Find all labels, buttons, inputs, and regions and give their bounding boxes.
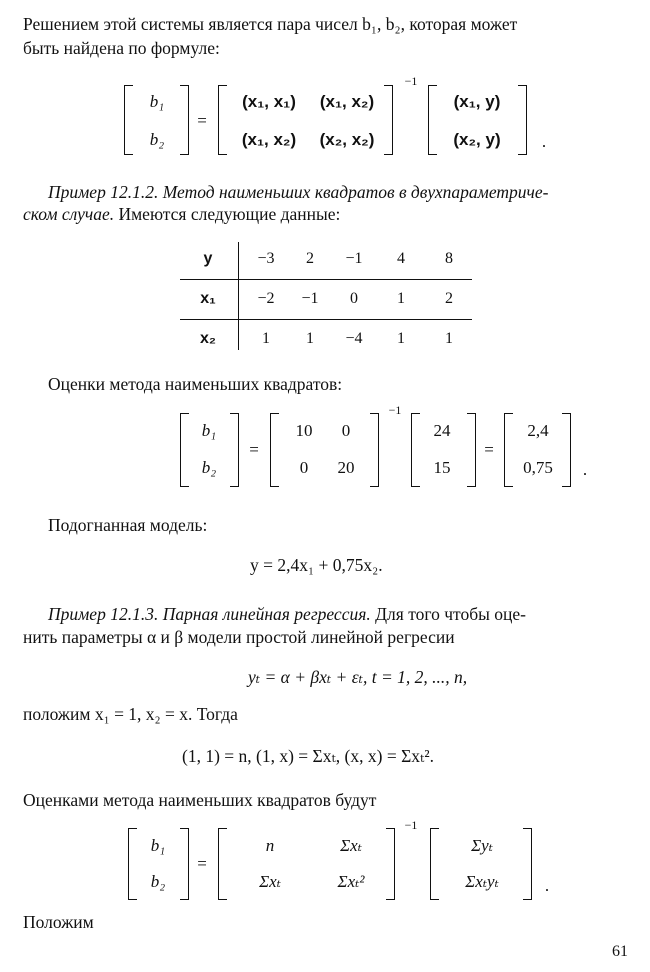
final-word: Положим [23,912,94,932]
table-cell: 1 [397,330,405,347]
example-3-text: Для того чтобы оце- [370,604,526,624]
matrix-cell: (x₂, x₂) [319,130,375,149]
products-equation: (1, 1) = n, (1, x) = Σxₜ, (x, x) = Σxₜ². [182,746,434,766]
table-row-label: x₂ [199,330,216,347]
table-cell: 8 [445,250,453,267]
lhs-b2: b₂ [201,458,217,477]
example-2-text: Имеются следующие данные: [114,204,341,224]
estimates-label-2: Оценками метода наименьших квадратов будут [23,790,377,810]
bracket [562,413,571,487]
matrix-cell: 20 [337,458,355,477]
lhs-b1: b₁ [201,421,217,440]
result-cell: 2,4 [527,421,549,440]
rhs-cell: (x₂, y) [453,130,501,149]
matrix-cell: Σxₜ [259,872,281,891]
equals-sign: = [197,854,207,873]
vector-cell: 24 [433,421,451,440]
table-row-label: y [203,250,213,267]
rhs-cell: Σxₜyₜ [465,872,499,891]
inverse-exponent: −1 [404,74,418,88]
equals-sign: = [249,440,259,459]
bracket [430,828,439,900]
estimates-label: Оценки метода наименьших квадратов: [48,374,343,394]
bracket [411,413,420,487]
fitted-label: Подогнанная модель: [48,515,208,535]
bracket [270,413,279,487]
equals-sign: = [484,440,494,459]
intro-line-2: быть найдена по формуле: [23,38,220,58]
table-cell: 2 [445,290,453,307]
table-cell: 1 [306,330,314,347]
bracket [218,85,227,155]
inverse-exponent: −1 [388,403,402,417]
table-cell: 1 [262,330,270,347]
bracket [518,85,527,155]
table-cell: 1 [397,290,405,307]
matrix-cell: (x₁, x₁) [242,92,296,111]
example-2-title-line-1: Пример 12.1.2. Метод наименьших квадратов в двухпараметриче- [48,182,549,202]
matrix-cell: 0 [341,421,351,440]
bracket [467,413,476,487]
period: . [544,876,550,895]
bracket [504,413,513,487]
bracket [370,413,379,487]
example-2-title-line-2: ском случае. [23,204,115,224]
matrix-cell: 0 [299,458,309,477]
table-cell: −1 [345,250,363,267]
table-cell: 4 [397,250,405,267]
bracket [180,828,189,900]
table-divider [238,242,239,350]
result-cell: 0,75 [523,458,553,477]
matrix-cell: Σxₜ [340,836,362,855]
page-number: 61 [612,943,628,960]
table-row-label: x₁ [200,290,216,307]
matrix-cell: Σxₜ² [337,872,365,891]
matrix-cell: (x₁, x₂) [319,92,375,111]
bracket [128,828,137,900]
table-rule [180,279,472,280]
table-cell: 1 [445,330,453,347]
table-cell: −4 [345,330,363,347]
set-line: положим x₁ = 1, x₂ = x. Тогда [23,704,238,724]
table-cell: −2 [257,290,275,307]
lhs-b2: b₂ [149,130,165,149]
table-cell: −3 [257,250,275,267]
lhs-b1: b₁ [150,836,166,855]
table-cell: 0 [350,290,358,307]
example-3-line-2: нить параметры α и β модели простой линейной регресии [23,627,455,647]
table-cell: 2 [306,250,314,267]
lhs-b2: b₂ [150,872,166,891]
rhs-cell: Σyₜ [471,836,493,855]
bracket [230,413,239,487]
rhs-cell: (x₁, y) [453,92,501,111]
bracket [523,828,532,900]
lhs-b1: b₁ [149,92,165,111]
inverse-exponent: −1 [404,818,418,832]
table-cell: −1 [301,290,319,307]
model-equation: yₜ = α + βxₜ + εₜ, t = 1, 2, ..., n, [248,667,468,687]
matrix-cell: (x₁, x₂) [241,130,297,149]
intro-line-1: Решением этой системы является пара чисел b₁, b₂, которая может [23,14,518,34]
bracket [180,413,189,487]
matrix-cell: 10 [295,421,313,440]
vector-cell: 15 [433,458,451,477]
equals-sign: = [197,111,207,130]
bracket [384,85,393,155]
bracket [180,85,189,155]
period: . [541,132,547,151]
bracket [386,828,395,900]
fitted-model: y = 2,4x₁ + 0,75x₂. [250,555,383,575]
example-3-title: Пример 12.1.3. Парная линейная регрессия. [48,604,371,624]
matrix-cell: n [265,836,275,855]
bracket [218,828,227,900]
bracket [428,85,437,155]
table-rule [180,319,472,320]
bracket [124,85,133,155]
period: . [582,460,588,479]
